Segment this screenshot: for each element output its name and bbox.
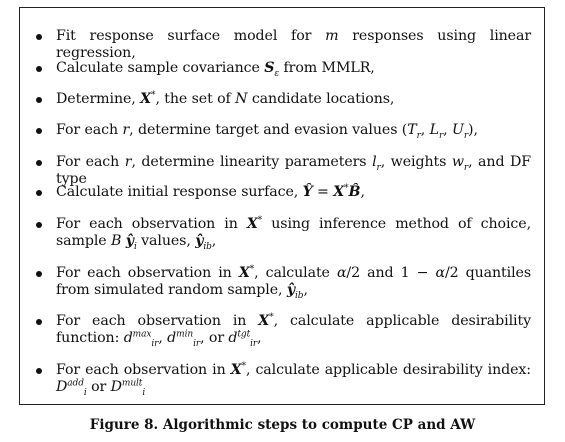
step-1-var-m: m (325, 28, 339, 44)
step-7-text-a: For each observation in (56, 216, 247, 232)
bullet-icon (36, 66, 42, 72)
step-7-text-b: using inference method of choice, sample (56, 216, 531, 249)
bullet-icon (36, 97, 42, 103)
bullet-icon (36, 222, 42, 228)
step-9-var-d-max: d (123, 330, 133, 346)
step-10-sup: * (241, 361, 246, 372)
step-3-text-a: Determine, (56, 91, 141, 107)
step-7-text-d: , (211, 233, 217, 249)
step-4-text-c: ), (468, 122, 478, 138)
step-3-text-b: , the set of (155, 91, 236, 107)
step-2-var-S: S (264, 60, 275, 76)
step-5-text-c: , weights (380, 154, 452, 170)
step-9-sub-max: ir (151, 338, 159, 349)
step-9-sub-tgt: ir (250, 338, 258, 349)
step-6-text-b: , (360, 184, 365, 200)
step-10-text-b: , calculate applicable desirability index: (245, 362, 531, 378)
step-7-sub-i: i (133, 241, 137, 252)
step-9-sup-min: min (176, 329, 194, 340)
step-5-text-d: , and DF type (56, 154, 531, 187)
step-9-text-d: , (257, 330, 262, 346)
step-10-sup-mult: mult (121, 378, 143, 389)
step-10 (20, 362, 544, 396)
bullet-icon (36, 128, 42, 134)
step-2-sub: ε (274, 68, 280, 79)
step-10-var-D-mult: D (110, 379, 122, 395)
step-8-text-d: /2 quantiles from simulated random sample, (56, 265, 531, 298)
algorithm-box (19, 7, 545, 405)
step-9-text-a: For each observation in (56, 313, 259, 329)
step-8-text-c: /2 and 1 − (346, 265, 436, 281)
step-9-sub-min: ir (193, 338, 201, 349)
step-8-var-alpha-2: α (435, 265, 445, 281)
step-10-sub-add: i (83, 387, 87, 398)
step-7-var-yhat: ŷ (125, 233, 134, 249)
step-4-var-L: L (429, 122, 439, 138)
step-6-sup: * (344, 183, 349, 194)
step-9-sup-max: max (132, 329, 152, 340)
step-10-text-c: or (86, 379, 111, 395)
figure-caption: Figure 8. Algorithmic steps to compute CP and AW (89, 417, 476, 433)
step-9 (20, 313, 544, 347)
step-3-sup: * (151, 90, 156, 101)
step-4-var-r: r (122, 122, 130, 138)
bullet-icon (36, 34, 42, 40)
step-9-sep-1: , (158, 330, 168, 346)
step-9-var-d-min: d (167, 330, 177, 346)
step-10-sub-mult: i (142, 387, 146, 398)
step-6 (20, 184, 544, 201)
step-3-var-X: X (140, 91, 152, 107)
step-7-var-X: X (246, 216, 258, 232)
bullet-icon (36, 368, 42, 374)
step-3-var-N: N (235, 91, 248, 107)
step-5-var-r: r (124, 154, 132, 170)
step-2-text-a: Calculate sample covariance (56, 60, 265, 76)
step-8-var-alpha-1: α (336, 265, 347, 281)
step-4-text-a: For each (56, 122, 123, 138)
step-4-sep-1: , (420, 122, 430, 138)
step-10-var-D-add: D (56, 379, 68, 395)
step-8-sup: * (249, 264, 255, 275)
step-5-sub-l: r (376, 162, 381, 173)
step-4-var-T: T (407, 122, 417, 138)
step-9-text-c: , or (200, 330, 229, 346)
step-9-var-X: X (258, 313, 270, 329)
step-6-var-Yhat: Ŷ (302, 184, 313, 200)
step-5-var-l: l (372, 154, 377, 170)
bullet-icon (36, 271, 42, 277)
step-6-var-Bhat: B̂ (348, 184, 361, 200)
step-10-sup-add: add (67, 378, 84, 389)
step-5-var-w: w (451, 154, 464, 170)
step-7-text-c: values, (136, 233, 196, 249)
bullet-icon (36, 160, 42, 166)
step-8-sub-ib: ib (294, 290, 304, 301)
step-9-var-d-tgt: d (228, 330, 238, 346)
step-5-text-b: , determine linearity parameters (131, 154, 373, 170)
step-4 (20, 122, 544, 139)
step-8-text-a: For each observation in (56, 265, 239, 281)
step-9-sup: * (269, 312, 274, 323)
step-7-var-B: B (111, 233, 122, 249)
step-2-text-b: from MMLR, (279, 60, 375, 76)
step-1-text-b: responses using linear regression, (56, 28, 532, 61)
step-7-var-yhat-ib: ŷ (195, 233, 204, 249)
step-3-text-c: candidate locations, (247, 91, 395, 107)
step-9-text-b: , calculate applicable desirability function: (56, 313, 531, 346)
step-8-text-b: , calculate (254, 265, 337, 281)
step-6-var-X: X (333, 184, 345, 200)
step-6-text-a: Calculate initial response surface, (56, 184, 303, 200)
step-1 (20, 28, 544, 62)
step-6-equals: = (312, 184, 334, 200)
step-2 (20, 60, 544, 77)
bullet-icon (36, 190, 42, 196)
step-4-sub-U: r (463, 130, 469, 141)
step-8 (20, 265, 544, 299)
bullet-icon (36, 319, 42, 325)
step-5-text-a: For each (56, 154, 125, 170)
step-4-text-b: , determine target and evasion values ( (129, 122, 408, 138)
step-4-sub-L: r (438, 130, 444, 141)
step-10-text-a: For each observation in (56, 362, 231, 378)
step-8-text-e: , (303, 282, 308, 298)
step-10-var-X: X (230, 362, 242, 378)
step-4-sep-2: , (443, 122, 452, 138)
step-9-sup-tgt: tgt (237, 329, 251, 340)
step-4-sub-T: r (416, 130, 421, 141)
step-3 (20, 91, 544, 108)
step-7-sub-ib: ib (203, 241, 212, 252)
step-8-var-yhat: ŷ (286, 282, 295, 298)
step-5-sub-w: r (463, 162, 469, 173)
step-5 (20, 154, 544, 188)
step-8-var-X: X (238, 265, 250, 281)
step-7 (20, 216, 544, 250)
step-7-sup: * (257, 215, 263, 226)
step-1-text-a: Fit response surface model for (56, 28, 326, 44)
step-4-var-U: U (451, 122, 464, 138)
